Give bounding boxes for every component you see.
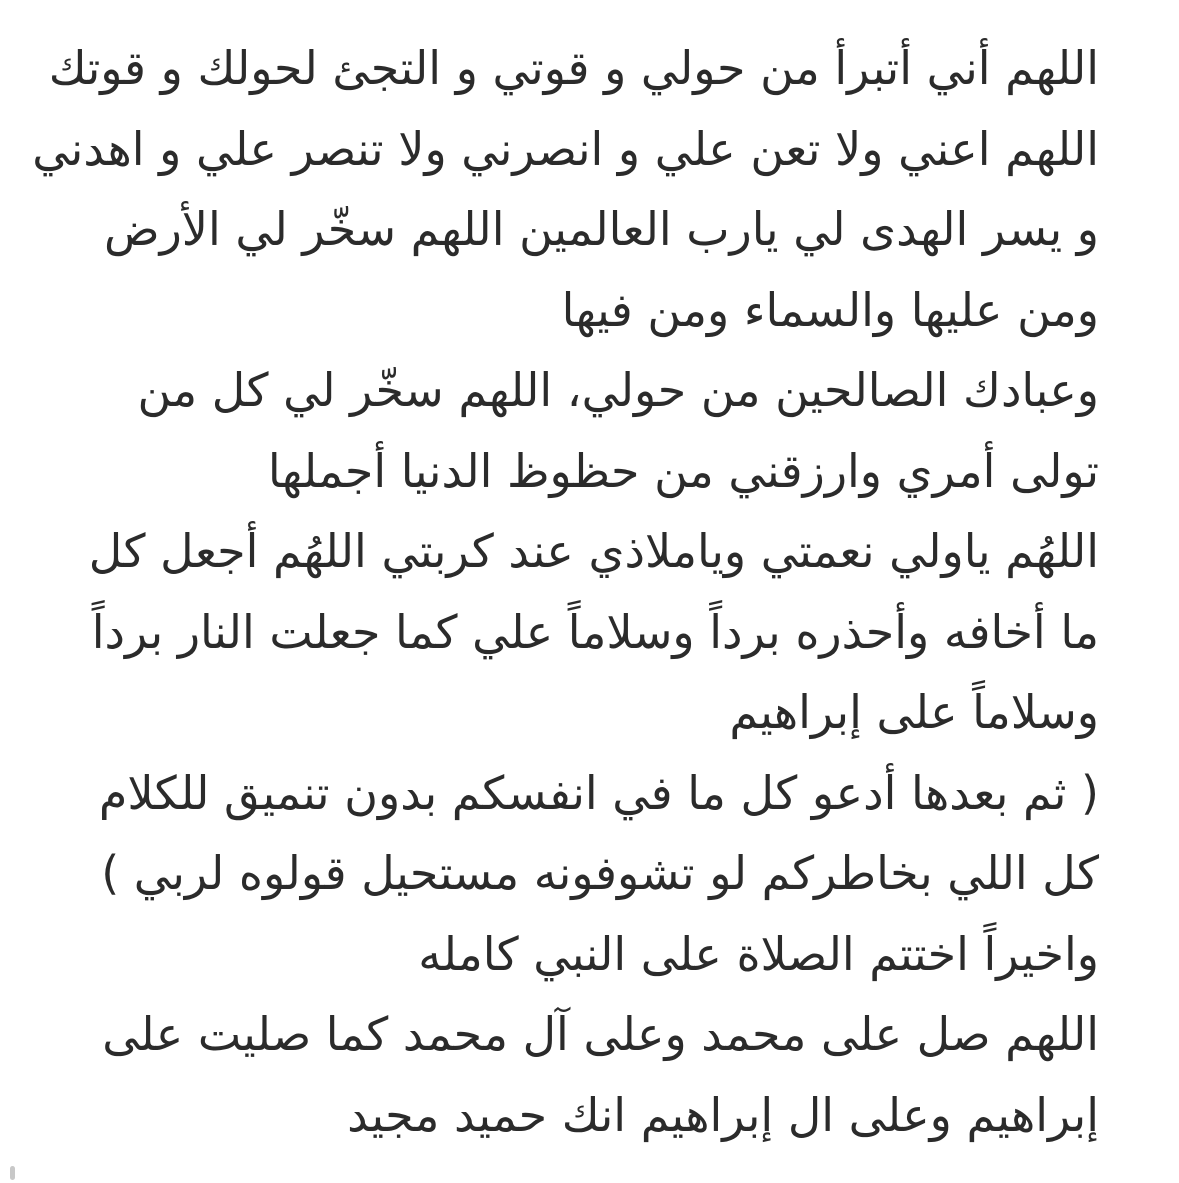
text-line: وعبادك الصالحين من حولي، اللهم سخّر لي كل من [137, 363, 1099, 417]
text-line: اللهُم ياولي نعمتي وياملاذي عند كربتي اللهُم أجعل كل [88, 524, 1099, 578]
text-line: اللهم صل على محمد وعلى آل محمد كما صليت على [102, 1007, 1099, 1061]
text-line: واخيراً اختتم الصلاة على النبي كامله [418, 926, 1099, 981]
text-line: اللهم اعني ولا تعن علي و انصرني ولا تنصر علي و اهدني [32, 121, 1099, 176]
text-line: تولى أمري وارزقني من حظوظ الدنيا أجملها [267, 443, 1099, 498]
text-line: كل اللي بخاطركم لو تشوفونه مستحيل قولوه لربي ) [101, 846, 1099, 900]
text-line: ( ثم بعدها أدعو كل ما في انفسكم بدون تنميق للكلام [98, 765, 1099, 820]
text-line: ما أخافه وأحذره برداً وسلاماً علي كما جعلت النار برداً [91, 604, 1099, 659]
text-line: و يسر الهدى لي يارب العالمين اللهم سخّر لي الأرض [103, 202, 1099, 256]
text-line: وسلاماً على إبراهيم [729, 685, 1099, 739]
scrollbar-thumb[interactable] [10, 1166, 15, 1180]
text-line: إبراهيم وعلى ال إبراهيم انك حميد مجيد [347, 1087, 1099, 1142]
text-line: ومن عليها والسماء ومن فيها [561, 282, 1099, 337]
prayer-text [32, 28, 1099, 1155]
text-line: اللهم أني أتبرأ من حولي و قوتي و التجئ لحولك و قوتك [48, 41, 1099, 95]
